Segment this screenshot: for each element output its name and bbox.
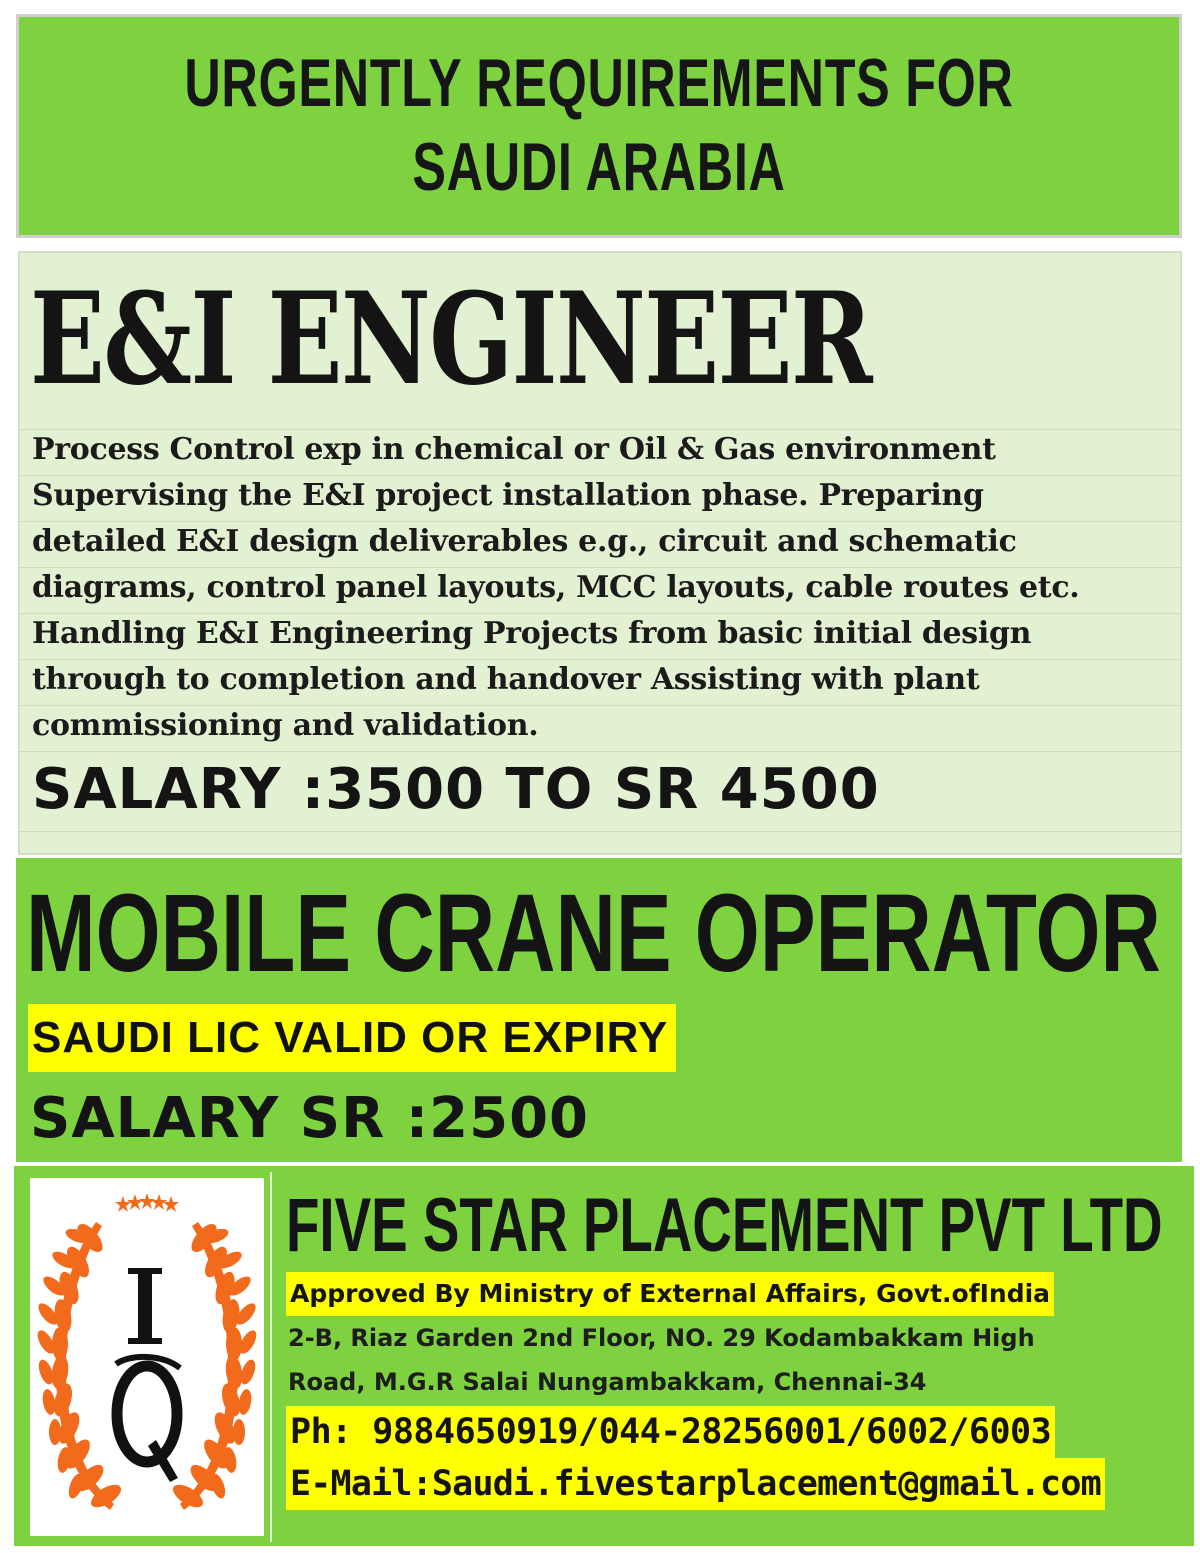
laurel-wreath-stars-icon [30,1178,264,1536]
crane-operator-title: MOBILE CRANE OPERATOR [26,872,1161,995]
ei-description-line: detailed E&I design deliverables e.g., circuit and schematic [32,524,1017,559]
laurel-right-icon [169,1220,259,1512]
footer-divider [270,1172,272,1542]
approval-note: Approved By Ministry of External Affairs, Govt.ofIndia [286,1272,1054,1316]
company-name: FIVE STAR PLACEMENT PVT LTD [286,1183,1163,1268]
crane-license-note: SAUDI LIC VALID OR EXPIRY [28,1004,676,1072]
iq-monogram-icon [116,1268,180,1482]
address-line-2: Road, M.G.R Salai Nungambakkam, Chennai-34 [288,1368,927,1396]
ei-engineer-title: E&I ENGINEER [30,265,872,413]
stars-icon [115,1193,179,1212]
company-email: E-Mail:Saudi.fivestarplacement@gmail.com [286,1458,1105,1510]
company-address [288,1316,1168,1404]
company-footer [14,1166,1194,1546]
crane-operator-section [16,858,1182,1162]
company-phone: Ph: 9884650919/044-28256001/6002/6003 [286,1406,1055,1458]
ei-description-line: Handling E&I Engineering Projects from basic initial design [32,616,1032,651]
page-title-line-2: SAUDI ARABIA [412,129,786,205]
ei-description-line: Process Control exp in chemical or Oil & Gas environment [32,432,996,467]
ei-engineer-description [32,427,1172,749]
ei-engineer-salary: SALARY :3500 TO SR 4500 [32,757,880,822]
page-title-line-1: URGENTLY REQUIREMENTS FOR [184,45,1014,121]
header-banner [16,14,1182,238]
ei-engineer-section [18,251,1182,855]
ei-description-line: diagrams, control panel layouts, MCC layouts, cable routes etc. [32,570,1080,605]
ei-description-line: commissioning and validation. [32,708,539,743]
crane-operator-salary: SALARY SR :2500 [30,1086,590,1151]
laurel-left-icon [34,1220,124,1512]
page-title [170,41,1028,209]
address-line-1: 2-B, Riaz Garden 2nd Floor, NO. 29 Kodambakkam High [288,1324,1035,1352]
company-logo [30,1178,264,1536]
ei-description-line: Supervising the E&I project installation phase. Preparing [32,478,984,513]
ei-description-line: through to completion and handover Assisting with plant [32,662,980,697]
